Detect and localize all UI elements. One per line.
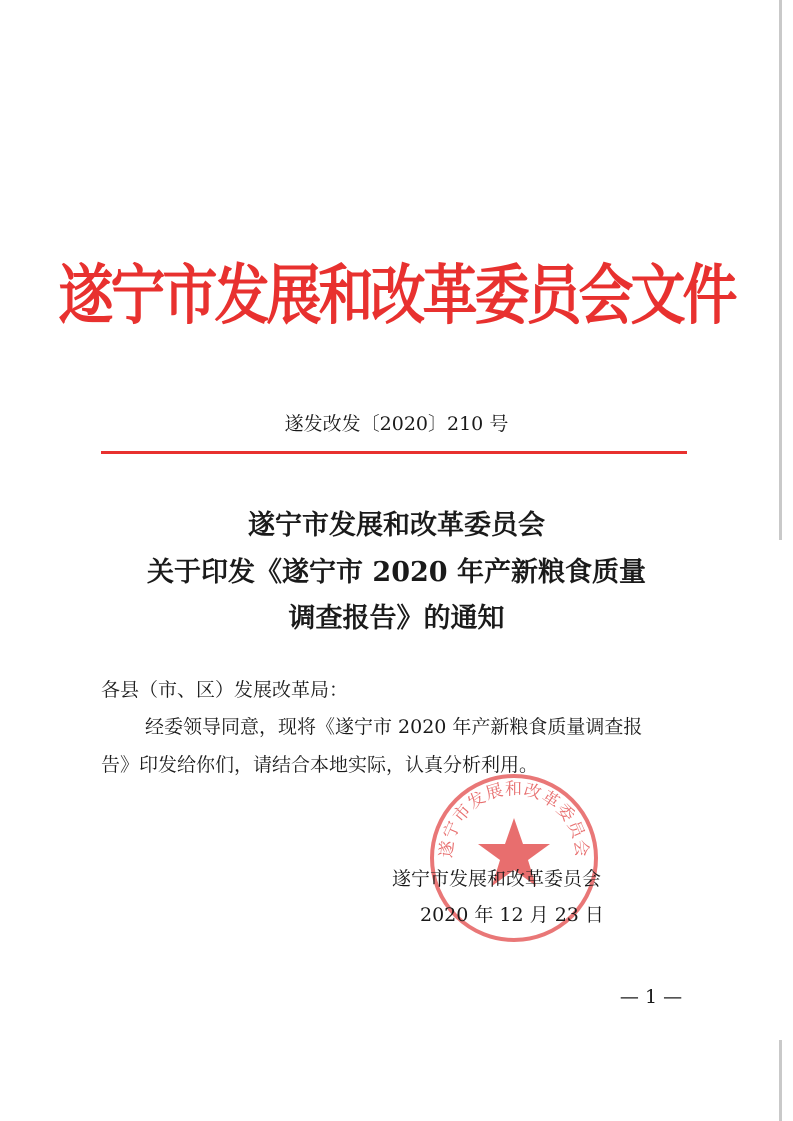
scan-edge-line-bottom xyxy=(779,1040,782,1121)
title-line-1: 遂宁市发展和改革委员会 xyxy=(248,510,545,541)
document-masthead: 遂宁市发展和改革委员会文件 xyxy=(58,257,735,333)
title-line-2: 关于印发《遂宁市 2020 年产新粮食质量 xyxy=(147,557,646,588)
document-number: 遂发改发〔2020〕210 号 xyxy=(284,413,509,435)
seal-text: 遂宁市发展和改革委员会 xyxy=(436,779,592,859)
page-number: — 1 — xyxy=(619,986,683,1008)
salutation: 各县（市、区）发展改革局： xyxy=(101,679,349,701)
red-divider-line xyxy=(101,451,687,454)
signature-date: 2020 年 12 月 23 日 xyxy=(420,904,604,926)
scan-edge-line-top xyxy=(779,0,782,540)
body-paragraph-line-1: 经委领导同意，现将《遂宁市 2020 年产新粮食质量调查报 xyxy=(145,716,643,738)
title-line-3: 调查报告》的通知 xyxy=(288,603,505,634)
signature-organization: 遂宁市发展和改革委员会 xyxy=(392,868,602,890)
body-paragraph-line-2: 告》印发给你们，请结合本地实际，认真分析利用。 xyxy=(101,754,539,776)
